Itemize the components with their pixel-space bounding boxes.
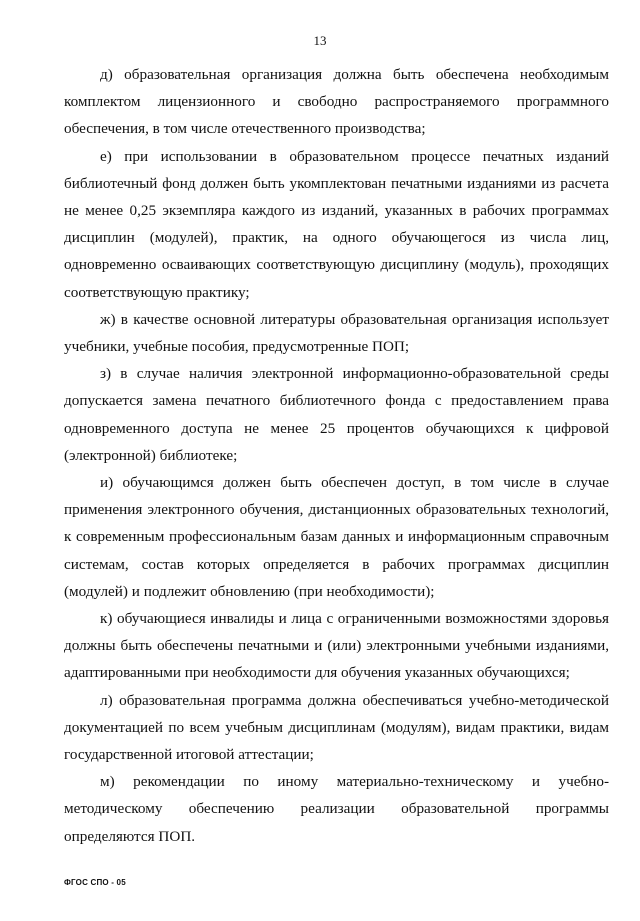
document-body [64,61,609,850]
paragraph-l: л) образовательная программа должна обеспечиваться учебно-методической документацией по всем учебным дисциплинам (модулям), видам практики, видам государственной итоговой аттестации; [64,691,609,764]
footer-document-code: ФГОС СПО - 05 [64,878,126,887]
paragraph-d: д) образовательная организация должна быть обеспечена необходимым комплектом лицензионного и свободно распространяемого программного обеспечения, в том числе отечественного производства; [64,66,609,138]
paragraph-m: м) рекомендации по иному материально-техническому и учебно-методическому обеспечению реализации образовательной программы определяются ПОП. [64,773,609,845]
paragraph-k: к) обучающиеся инвалиды и лица с ограниченными возможностями здоровья должны быть обеспечены печатными и (или) электронными учебными изданиями, адаптированными при необходимости для обучения указанных обучающихся; [64,610,609,682]
paragraph-z: з) в случае наличия электронной информационно-образовательной среды допускается замена печатного библиотечного фонда с предоставлением права одновременного доступа не менее 25 процентов обучающихся к цифровой (электронной) библиотеке; [64,365,609,464]
paragraph-e: е) при использовании в образовательном процессе печатных изданий библиотечный фонд должен быть укомплектован печатными изданиями из расчета не менее 0,25 экземпляра каждого из изданий, указанных в рабочих программах дисциплин (модулей), практик, на одного обучающегося из числа лиц, одновременно осваивающих соответствующую дисциплину (модуль), проходящих соответствующую практику; [64,147,609,301]
page-number: 13 [313,33,327,48]
paragraph-i: и) обучающимся должен быть обеспечен доступ, в том числе в случае применения электронного обучения, дистанционных образовательных технологий, к современным профессиональным базам данных и информационным справочным системам, состав которых определяется в рабочих программах дисциплин (модулей) и подлежит обновлению (при необходимости); [64,474,609,600]
paragraph-zh: ж) в качестве основной литературы образовательная организация использует учебники, учебные пособия, предусмотренные ПОП; [64,310,609,356]
